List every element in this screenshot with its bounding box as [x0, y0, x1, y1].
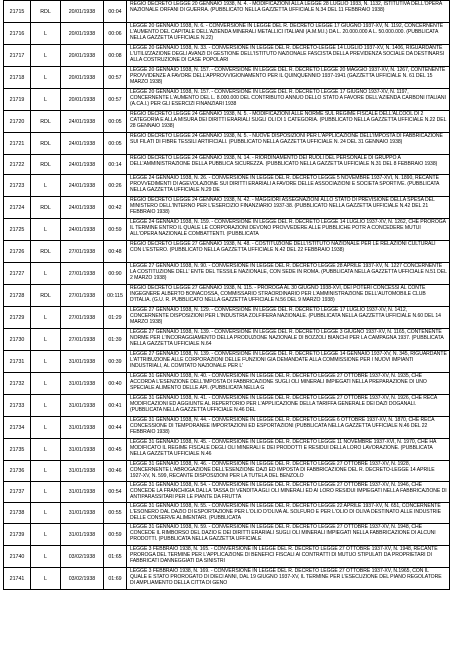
cell-desc: REGIO DECRETO LEGGE 27 GENNAIO 1938, N. 115. - PROROGA AL 30 GIUGNO 1938-XVI, DEI POTERI CONCESSI AL CONTE INGEGNERE ALBERTO BONACOSSA, COMMISSARIO STRAORDINARIO PER L'AMMINISTRAZIONE DELL'AUTOMOBILE CLUB D'ITALIA. (G.U. R. PUBBLICATO NELLA GAZZETTA UFFICIALE N.56 DEL 9 MARZO 1938)	[127, 285, 450, 306]
cell-desc: LEGGE 24 GENNAIO 1938, N. 26. - CONVERSIONE IN LEGGE DEL R. DECRETO LEGGE 5 NOVEMBRE 1937-XVI, N. 1890, RECANTE PROVVEDIMENTI DI AGEVOLAZIONE SUI DIRITTI ERARIALI A FAVORE DELLE ASSOCIAZIONI E SOCIETA SPORTIVE. (PUBBLICATA NELLA GAZZETTA UFFICIALE N.29 DE	[127, 175, 450, 196]
cell-code: 00:05	[104, 133, 127, 154]
cell-desc: REGIO DECRETO LEGGE 24 GENNAIO 1938, N. 42. - MAGGIORI ASSEGNAZIONI ALLO STATO DI PREVISIONE DELLA SPESA DEL MINISTERO DELL'INTERNO PER L'ESERCIZIO FINANZIARIO 1937-38. (PUBBLICATO NELLA GAZZETTA UFFICIALE N.42 DEL 21 FEBBRAIO 1938)	[127, 197, 450, 218]
cell-date: 31/01/1938	[61, 503, 104, 523]
cell-type: L	[31, 219, 61, 240]
cell-date: 24/01/1938	[61, 111, 104, 132]
cell-code: 00:06	[104, 23, 127, 44]
cell-desc: LEGGE 27 GENNAIO 1938, N. 90. - CONVERSIONE IN LEGGE DEL R. DECRETO LEGGE 28 APRILE 1937-XV, N. 1227 CONCERNENTE LA COSTITUZIONE DELL' ENTE DEL TESSILE NAZIONALE, CON SEDE IN ROMA. (PUBBLICATA NELLA GAZZETTA UFFICIALE N.51 DEL 2 MARZO 1938)	[127, 263, 450, 284]
table-row	[4, 67, 450, 89]
cell-type: L	[31, 524, 61, 545]
cell-desc: LEGGE 31 GENNAIO 1938, N. 59. - CONVERSIONE IN LEGGE DEL R. DECRETO LEGGE 27 OTTOBRE 1937-XV, N. 1948, CHE CONCEDE IL RIMBORSO DEL DAZIO E DEI DIRITTI ERARIALI SUGLI OLI MINERALI IMPIEGATI NELLA FABBRICAZIONE DI ALCUNI PRODOTTI. (PUBBLICATA NELLA GAZZETTA UFFICIALE	[127, 524, 450, 545]
cell-num: 21723	[4, 175, 31, 196]
cell-type: RDL	[31, 1, 61, 22]
cell-desc: LEGGE 31 GENNAIO 1938, N. 41. - CONVERSIONE IN LEGGE DEL R. DECRETO LEGGE 27 OTTOBRE 1937-XV, N. 1926, CHE RECA MODIFICAZIONI ED AGGIUNTE AL REPERTORIO PER L'APPLICAZIONE DELLA TARIFFA GENERALE DEI DAZI DOGANALI. (PUBBLICATA NELLA GAZZETTA UFFICIALE N.46 DEL	[127, 395, 450, 416]
cell-desc: LEGGE 20 GENNAIO 1938, N. 157. - CONVERSIONE IN LEGGE DEL R. DECRETO LEGGE 17 GIUGNO 1937-XV, N. 1197, CONCERNENTE L'AUMENTO DEL L. 8.000.000 DEL CONTRIBUTO ANNUO DELLO STATO A FAVORE DELL'AZIENDA CARBONI ITALIANI (A.CA.I.) PER GLI ESERCIZI FINANZIARI 1938	[127, 89, 450, 110]
cell-code: 01:39	[104, 329, 127, 350]
cell-code: 00:44	[104, 417, 127, 438]
cell-date: 03/02/1938	[61, 568, 104, 589]
cell-date: 27/01/1938	[61, 241, 104, 262]
cell-code: 00:57	[104, 89, 127, 110]
cell-type: L	[31, 89, 61, 110]
cell-type: L	[31, 439, 61, 460]
cell-code: 00:05	[104, 111, 127, 132]
cell-type: L	[31, 417, 61, 438]
table-row	[4, 23, 450, 45]
cell-date: 03/02/1938	[61, 546, 104, 567]
cell-code: 00:59	[104, 219, 127, 240]
cell-code: 00:59	[104, 524, 127, 545]
cell-type: L	[31, 461, 61, 481]
cell-code: 00:08	[104, 45, 127, 66]
cell-date: 27/01/1938	[61, 307, 104, 328]
cell-code: 01:65	[104, 546, 127, 567]
cell-desc: LEGGE 24 GENNAIO 1938, N. 159. - CONVERSIONE IN LEGGE DEL R. DECRETO LEGGE 14 LUGLIO 1937-XV, N. 1262, CHE PROROGA IL TERMINE ENTRO IL QUALE LE CORPORAZIONI DEVONO PROVVEDERE ALLE PUBBLICHE POTR A CONCEDERE MUTUI ALL'OPERA NAZIONALE COMBATTENTI. (PUBBLICATA	[127, 219, 450, 240]
table-row	[4, 241, 450, 263]
cell-date: 20/01/1938	[61, 1, 104, 22]
cell-code: 00:26	[104, 175, 127, 196]
table-row	[4, 568, 450, 590]
cell-desc: LEGGE 20 GENNAIO 1938, N. 6. - CONVERSIONE IN LEGGE DEL R. DECRETO LEGGE 17 GIUGNO 1937-XV, N. 1192, CONCERNENTE L'AUMENTO DEL CAPITALE DELL'AZIENDA MINERALI METALLICI ITALIANI (A.M.M.I.) DA L. 20.000.000 A L. 50.000.000. (PUBBLICATA NELLA GAZZETTA UFFICIALE N.22)	[127, 23, 450, 44]
cell-code: 01:69	[104, 568, 127, 589]
cell-code: 00:45	[104, 439, 127, 460]
table-row	[4, 133, 450, 155]
cell-num: 21735	[4, 439, 31, 460]
cell-desc: LEGGE 31 GENNAIO 1938, N. 40. - CONVERSIONE IN LEGGE DEL R. DECRETO LEGGE 27 OTTOBRE 1937-XV, N. 1935, CHE ACCORDA L'ESENZIONE DELL'IMPOSTA DI FABBRICAZIONE SUGLI OLI MINERALI IMPIEGATI NELLA PREPARAZIONE DI UNO SPECIALE ALIMENTO DELLE API. (PUBBLICATA NELLA G	[127, 373, 450, 394]
cell-date: 31/01/1938	[61, 439, 104, 460]
cell-type: L	[31, 67, 61, 88]
cell-desc: LEGGE 27 GENNAIO 1938, N. 139. - CONVERSIONE IN LEGGE DEL R. DECRETO LEGGE 3 GIUGNO 1937-XV, N. 1165, CONTENENTE NORME PER L'INCORAGGIAMENTO DELLA PRODUZIONE NAZIONALE DI BOZZOLI BIANCHI PER LA CAMPAGNA 1937. (PUBBLICATA NELLA GAZZETTA UFFICIALE N.64	[127, 329, 450, 350]
cell-type: L	[31, 373, 61, 394]
cell-desc: REGIO DECRETO LEGGE 24 GENNAIO 1938, N. 5. - MODIFICAZIONI ALLE NORME SUL REGIME FISCALE DELL'ALCOOL DI 2 CATEGORIA E ALLA MISURA DEI DIRITTI ERARIALI SUGLI OLI DI 1 CATEGORIA. (PUBBLICATO NELLA GAZZETTA UFFICIALE N.22 DEL 28 GENNAIO 1938)	[127, 111, 450, 132]
cell-desc: LEGGE 27 GENNAIO 1938, N. 129. - CONVERSIONE IN LEGGE DEL R. DECRETO LEGGE 17 LUGLIO 1937-XV, N. 1412, CONCERNENTE DISPOSIZIONI PER L'INDUSTRIA ZOLFIFERA NAZIONALE. (PUBBLICATA NELLA GAZZETTA UFFICIALE N.60 DEL 14 MARZO 1938)	[127, 307, 450, 328]
table-row	[4, 395, 450, 417]
cell-type: RDL	[31, 285, 61, 306]
cell-type: L	[31, 568, 61, 589]
table-row	[4, 219, 450, 241]
table-row	[4, 373, 450, 395]
table-row	[4, 329, 450, 351]
cell-desc: REGIO DECRETO LEGGE 24 GENNAIO 1938, N. 14. - RIORDINAMENTO DEI RUOLI DEL PERSONALE DI GRUPPO A DELL'AMMINISTRAZIONE DELLA PUBBLICA SICUREZZA. (PUBBLICATO NELLA GAZZETTA UFFICIALE N.31 DEL 8 FEBBRAIO 1938)	[127, 155, 450, 174]
cell-date: 31/01/1938	[61, 524, 104, 545]
table-row	[4, 439, 450, 461]
cell-date: 24/01/1938	[61, 133, 104, 154]
cell-type: L	[31, 263, 61, 284]
cell-desc: LEGGE 20 GENNAIO 1938, N. 33. - CONVERSIONE IN LEGGE DEL R. DECRETO-LEGGE 14 LUGLIO 1937-XV, N. 1406, RIGUARDANTE L'UTILIZZAZIONE DEGLI AVANZI DI GESTIONE DELL'ISTITUTO NAZIONALE FASCISTA DELLA PREVIDENZA SOCIALE DA DESTINARSI ALLA COSTRUZIONE DI CASE POPOLARI	[127, 45, 450, 66]
cell-date: 31/01/1938	[61, 395, 104, 416]
cell-date: 20/01/1938	[61, 45, 104, 66]
cell-desc: LEGGE 31 GENNAIO 1938, N. 54. - CONVERSIONE IN LEGGE DEL R. DECRETO LEGGE 27 OTTOBRE 1937-XV, N. 1946, CHE CONCEDE LA FRANCHIGIA DALLA TASSA DI VENDITA AGLI OLI MINERALI ED AI LORO RESIDUI IMPIEGATI NELLA FABBRICAZIONE DI ANTIPARASSITARI PER LE PIANTE DA FRUTTA	[127, 482, 450, 502]
cell-num: 21716	[4, 23, 31, 44]
cell-num: 21726	[4, 241, 31, 262]
cell-code: 00:40	[104, 373, 127, 394]
cell-num: 21730	[4, 329, 31, 350]
cell-type: RDL	[31, 133, 61, 154]
cell-date: 31/01/1938	[61, 482, 104, 502]
cell-num: 21740	[4, 546, 31, 567]
cell-type: L	[31, 482, 61, 502]
table-row	[4, 1, 450, 23]
cell-date: 24/01/1938	[61, 155, 104, 174]
cell-desc: LEGGE 3 FEBBRAIO 1938, N. 169. - CONVERSIONE IN LEGGE DEL R. DECRETO LEGGE 27 OTTOBRE 1937-XV, N.1965, CON IL QUALE E STATO PROROGATO DI DIECI ANNI, DAL 19 GIUGNO 1937-XV, IL TERMINE PER L'ESECUZIONE DEL PIANO REGOLATORE DI AMPLIAMENTO DELLA CITTA DI GENO	[127, 568, 450, 589]
table-row	[4, 111, 450, 133]
cell-num: 21717	[4, 45, 31, 66]
cell-code: 00:46	[104, 461, 127, 481]
cell-date: 27/01/1938	[61, 263, 104, 284]
table-row	[4, 546, 450, 568]
table-row	[4, 307, 450, 329]
cell-date: 31/01/1938	[61, 417, 104, 438]
cell-desc: LEGGE 3 FEBBRAIO 1938, N. 165. - CONVERSIONE IN LEGGE DEL R. DECRETO LEGGE 27 OTTOBRE 1937-XV, N. 1948, RECANTE PROROGA DEL TERMINE PER L'APPLICAZIONE DI BENEFICI FISCALI AI CONTRATTI DI MUTUO STIPULATI DA PROPRIETARI DI FABBRICATI DANNEGGIATI DA SINISTRI	[127, 546, 450, 567]
cell-num: 21736	[4, 461, 31, 481]
cell-num: 21715	[4, 1, 31, 22]
cell-type: RDL	[31, 155, 61, 174]
cell-code: 00:57	[104, 67, 127, 88]
cell-code: 01:29	[104, 307, 127, 328]
cell-num: 21728	[4, 285, 31, 306]
cell-num: 21718	[4, 67, 31, 88]
cell-num: 21721	[4, 133, 31, 154]
table-row	[4, 155, 450, 175]
cell-type: L	[31, 175, 61, 196]
cell-desc: REGIO DECRETO LEGGE 27 GENNAIO 1938, N. 48. - COSTITUZIONE DELL'ISTITUTO NAZIONALE PER LE RELAZIONI CULTURALI CON L'ESTERO. (PUBBLICATO NELLA GAZZETTA UFFICIALE N.42 DEL 22 FEBBRAIO 1938)	[127, 241, 450, 262]
cell-num: 21729	[4, 307, 31, 328]
cell-code: 00:04	[104, 1, 127, 22]
cell-type: RDL	[31, 111, 61, 132]
cell-date: 20/01/1938	[61, 23, 104, 44]
cell-desc: LEGGE 27 GENNAIO 1938, N. 139. - CONVERSIONE IN LEGGE DEL R. DECRETO LEGGE 14 GENNAIO 1937-XV, N. 345, RIGUARDANTE L'ATTRIBUZIONE ALLE CORPORAZIONI DELLE FUNZIONI GIA DEMANDATE ALLA COMMISSIONE PER I NUOVI IMPIANTI INDUSTRIALI, AL COMITATO NAZIONALE PER L'	[127, 351, 450, 372]
cell-desc: REGIO DECRETO LEGGE 20 GENNAIO 1938, N. 4. - MODIFICAZIONI ALLA LEGGE 28 LUGLIO 1933, N. 1132, ISTITUTIVA DELL'OPERA NAZIONALE ORFANI DI GUERRA. (PUBBLICATO NELLA GAZZETTA UFFICIALE N.34 DEL 11 FEBBRAIO 1938)	[127, 1, 450, 22]
cell-num: 21732	[4, 373, 31, 394]
cell-type: RDL	[31, 241, 61, 262]
cell-desc: LEGGE 31 GENNAIO 1938, N. 45. - CONVERSIONE IN LEGGE DEL R. DECRETO LEGGE 11 NOVEMBRE 1937-XVI, N. 1970, CHE HA MODIFICATO IL REGIME FISCALE DEGLI OLI MINERALI E DEI PRODOTTI E RESIDUI DELLA LORO LAVORAZIONE. (PUBBLICATA NELLA GAZZETTA UFFICIALE N.46	[127, 439, 450, 460]
cell-type: L	[31, 546, 61, 567]
cell-num: 21725	[4, 219, 31, 240]
cell-type: L	[31, 395, 61, 416]
cell-desc: LEGGE 31 GENNAIO 1938, N. 44. - CONVERSIONE IN LEGGE DEL R. DECRETO LEGGE 6 OTTOBRE 1937-XV, N. 1870, CHE RECA CONCESSIONE DI TEMPORANEE IMPORTAZIONI ED ESPORTAZIONI (PUBBLICATA NELLA GAZZETTA UFFICIALE N.46 DEL 22 FEBBRAIO 1938)	[127, 417, 450, 438]
table-row	[4, 461, 450, 482]
table-row	[4, 263, 450, 285]
cell-code: 00:54	[104, 482, 127, 502]
cell-date: 20/01/1938	[61, 89, 104, 110]
table-row	[4, 89, 450, 111]
cell-date: 24/01/1938	[61, 219, 104, 240]
cell-type: L	[31, 307, 61, 328]
cell-date: 20/01/1938	[61, 67, 104, 88]
cell-num: 21727	[4, 263, 31, 284]
cell-date: 31/01/1938	[61, 461, 104, 481]
cell-code: 00:39	[104, 351, 127, 372]
cell-code: 00:90	[104, 263, 127, 284]
cell-date: 24/01/1938	[61, 175, 104, 196]
cell-date: 27/01/1938	[61, 285, 104, 306]
cell-date: 27/01/1938	[61, 329, 104, 350]
cell-code: 00:42	[104, 197, 127, 218]
cell-date: 31/01/1938	[61, 351, 104, 372]
cell-desc: LEGGE 20 GENNAIO 1938, N. 157. - CONVERSIONE IN LEGGE DEL R. DECRETO LEGGE 20 MAGGIO 1937-XV, N. 1267, CONTENENTE PROVVIDENZE A FAVORE DELL'APPROVVIGIONAMENTO PER IL QUINQUENNIO 1937-1941 (GAZZETTA UFFICIALE N. 61 DEL 15 MARZO 1938)	[127, 67, 450, 88]
table-row	[4, 524, 450, 546]
cell-code: 00:48	[104, 241, 127, 262]
table-row	[4, 175, 450, 197]
cell-num: 21739	[4, 524, 31, 545]
cell-type: L	[31, 329, 61, 350]
cell-desc: LEGGE 31 GENNAIO 1938, N. 46. - CONVERSIONE IN LEGGE DEL R. DECRETO LEGGE 27 OTTOBRE 1937-XV, N. 1928, CONCERNENTE L'ABROGAZIONE DELL'ESENZIONE DAZI ED IMPOSTA DI FABBRICAZIONE DEL R. DECRETO-LEGGE 14 APRILE 1927-XV, N. 599, RECANTE DISPOSIZIONI PER LA TUTELA DEL BENZOLO	[127, 461, 450, 481]
cell-num: 21731	[4, 351, 31, 372]
cell-type: L	[31, 23, 61, 44]
table-row	[4, 503, 450, 524]
cell-num: 21733	[4, 395, 31, 416]
cell-code: 00:14	[104, 155, 127, 174]
register-table	[3, 0, 450, 590]
cell-type: L	[31, 503, 61, 523]
cell-num: 21734	[4, 417, 31, 438]
table-row	[4, 45, 450, 67]
cell-code: 00:41	[104, 395, 127, 416]
cell-date: 31/01/1938	[61, 373, 104, 394]
table-row	[4, 197, 450, 219]
cell-code: 00:55	[104, 503, 127, 523]
cell-num: 21738	[4, 503, 31, 523]
cell-num: 21724	[4, 197, 31, 218]
cell-num: 21737	[4, 482, 31, 502]
cell-desc: REGIO DECRETO LEGGE 24 GENNAIO 1938, N. 5. - NUOVE DISPOSIZIONI PER L'APPLICAZIONE DELL'IMPOSTA DI FABBRICAZIONE SUI FILATI DI FIBRE TESSILI ARTIFICIALI. (PUBBLICATO NELLA GAZZETTA UFFICIALE N. 24 DEL 31 GENNAIO 1938)	[127, 133, 450, 154]
cell-num: 21741	[4, 568, 31, 589]
cell-date: 24/01/1938	[61, 197, 104, 218]
table-row	[4, 285, 450, 307]
table-row	[4, 482, 450, 503]
cell-type: RDL	[31, 197, 61, 218]
cell-type: L	[31, 351, 61, 372]
cell-type: L	[31, 45, 61, 66]
cell-code: 00:115	[104, 285, 127, 306]
table-row	[4, 417, 450, 439]
cell-num: 21722	[4, 155, 31, 174]
table-row	[4, 351, 450, 373]
cell-num: 21719	[4, 89, 31, 110]
cell-num: 21720	[4, 111, 31, 132]
cell-desc: LEGGE 31 GENNAIO 1938, N. 55. - CONVERSIONE IN LEGGE DEL R. DECRETO LEGGE 22 APRILE 1937-XV, N. 651, CONCERNENTE L'ESONERO DAL DAZIO DI ESPORTAZIONE PER L'OLIO D'OLIVA AL SOLFURO E PER L'OLIO DI OLIVA DESTINATO ALLE INDUSTRIE DELLE CONSERVE ALIMENTARI. (PUBBLICATA	[127, 503, 450, 523]
